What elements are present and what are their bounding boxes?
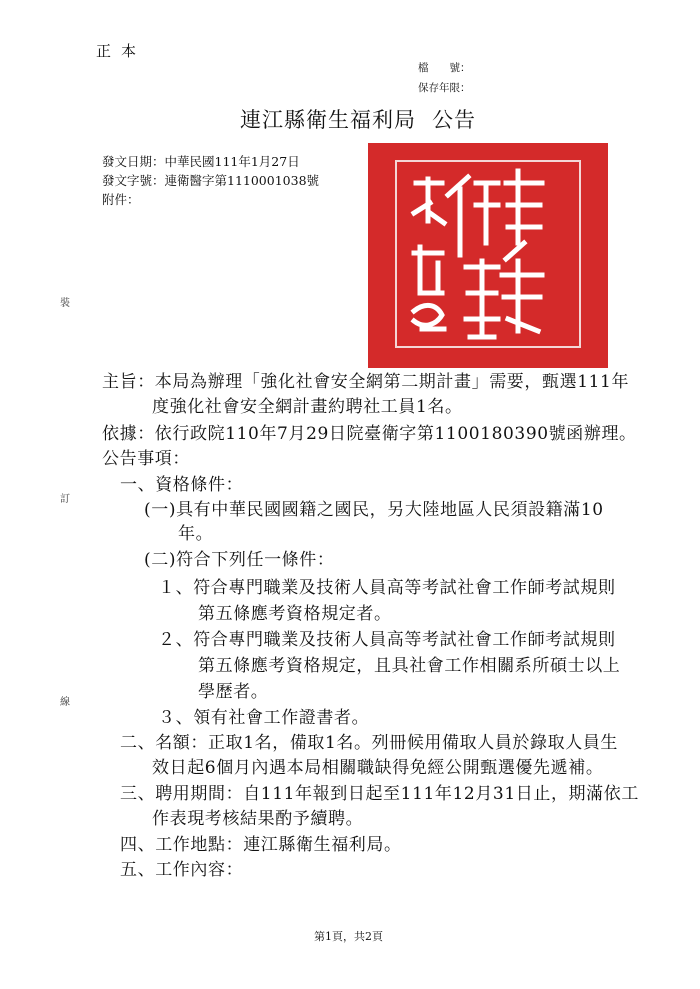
doc-type: 公告 (432, 108, 476, 132)
item1-a-line-1: (一)具有中華民國國籍之國民，另大陸地區人民須設籍滿10 (144, 500, 604, 520)
condition-2-line-3: 學歷者。 (198, 682, 269, 702)
item3-line-2: 作表現考核結果酌予續聘。 (152, 809, 364, 829)
subject-line-1: 主旨：本局為辦理「強化社會安全網第二期計畫」需要，甄選111年 (102, 372, 630, 392)
condition-2-line-2: 第五條應考資格規定，且具社會工作相關系所碩士以上 (198, 656, 621, 676)
item3-line-1: 三、聘用期間：自111年報到日起至111年12月31日止，期滿依工 (120, 784, 639, 804)
notice-heading: 公告事項： (102, 449, 190, 469)
item2-line-1: 二、名額：正取1名，備取1名。列冊候用備取人員於錄取人員生 (120, 733, 619, 753)
item1-a-line-2: 年。 (178, 524, 214, 544)
copy-label: 正本 (96, 42, 147, 60)
binding-mark-3: 線 (60, 697, 70, 708)
binding-mark-2: 訂 (60, 494, 70, 505)
binding-mark-1: 裝 (60, 298, 70, 309)
subject-line-2: 度強化社會安全網計畫約聘社工員1名。 (152, 397, 463, 417)
official-seal (368, 143, 608, 368)
agency-name: 連江縣衛生福利局 (240, 108, 416, 132)
condition-1-line-1: １、符合專門職業及技術人員高等考試社會工作師考試規則 (158, 578, 616, 598)
condition-3: ３、領有社會工作證書者。 (158, 708, 370, 728)
item1-heading: 一、資格條件： (120, 475, 244, 495)
retention-label: 保存年限： (418, 82, 471, 94)
item2-line-2: 效日起6個月內遇本局相關職缺得免經公開甄選優先遞補。 (152, 758, 604, 778)
document-title (240, 104, 476, 134)
condition-1-line-2: 第五條應考資格規定者。 (198, 604, 392, 624)
item1-b: (二)符合下列任一條件： (144, 550, 335, 570)
issue-date: 發文日期：中華民國111年1月27日 (102, 154, 300, 169)
issue-number: 發文字號：連衛醫字第1110001038號 (102, 173, 320, 188)
basis-line: 依據：依行政院110年7月29日院臺衛字第1100180390號函辦理。 (102, 424, 637, 444)
attachment-label: 附件： (102, 192, 140, 207)
condition-2-line-1: ２、符合專門職業及技術人員高等考試社會工作師考試規則 (158, 630, 616, 650)
file-number-label: 檔 號： (418, 62, 471, 74)
item4: 四、工作地點：連江縣衛生福利局。 (120, 835, 402, 855)
page-number: 第1頁，共2頁 (314, 930, 383, 943)
seal-graphic (368, 143, 608, 368)
item5: 五、工作內容： (120, 860, 244, 880)
